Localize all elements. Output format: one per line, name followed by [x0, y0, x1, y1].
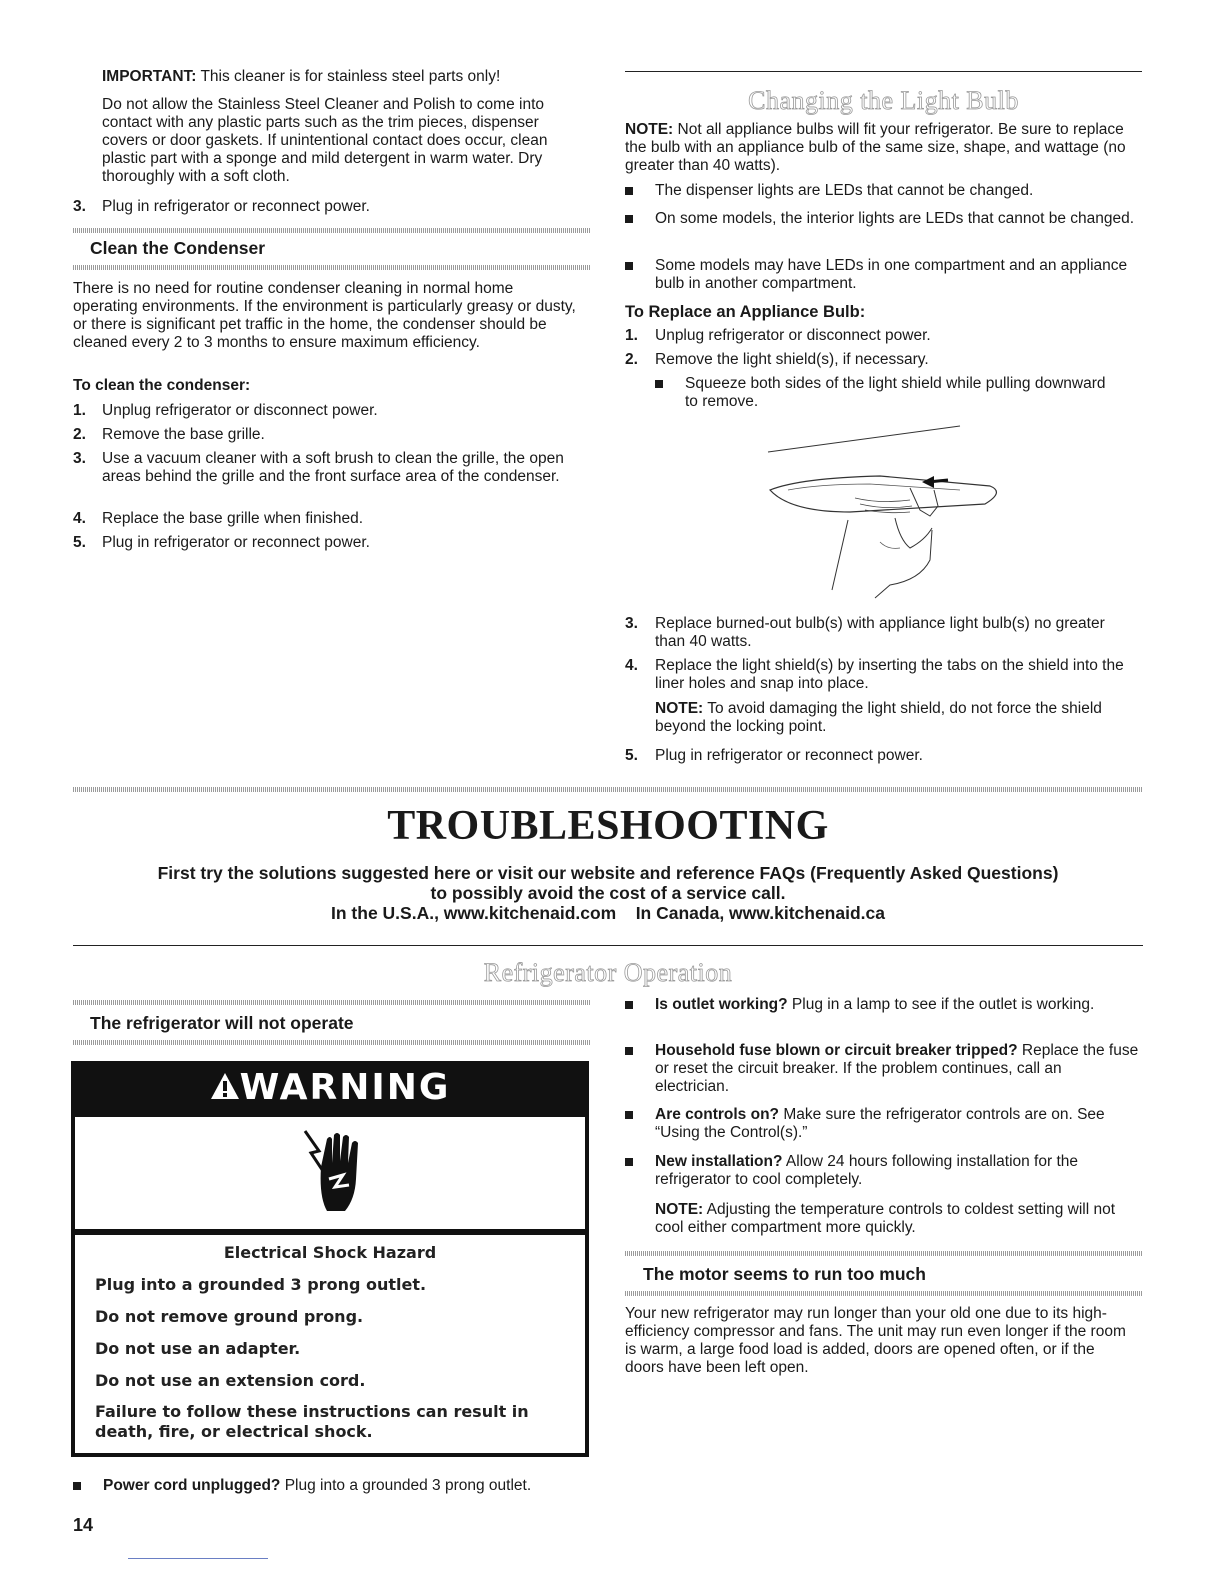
step-text: Remove the light shield(s), if necessary. [655, 351, 929, 368]
step-text: Replace the light shield(s) by inserting the tabs on the shield into the liner holes and snap into place. [655, 657, 1124, 692]
answer: Plug in a lamp to see if the outlet is working. [787, 996, 1095, 1013]
list-item [73, 402, 593, 426]
bullet-icon [625, 262, 633, 270]
bullet-icon [625, 1001, 633, 1009]
bullet-icon [625, 1047, 633, 1055]
answer: Replace the fuse or reset the circuit breaker. If the problem continues, call an electrician. [655, 1042, 1139, 1095]
warning-box [71, 1061, 589, 1457]
warning-line: Do not use an extension cord. [95, 1371, 366, 1390]
bullet-icon [625, 1111, 633, 1119]
section-divider [73, 265, 591, 270]
question: Are controls on? [655, 1106, 780, 1123]
question: Is outlet working? [655, 996, 788, 1013]
step-number: 2. [73, 426, 86, 443]
warning-line: Failure to follow these instructions can result in death, fire, or electrical shock. [95, 1402, 529, 1441]
section-divider [73, 1040, 591, 1045]
step-text: Use a vacuum cleaner with a soft brush to clean the grille, the open areas behind the grille and the front surface area of the condenser. [102, 450, 564, 485]
warning-title: WARNING [239, 1067, 451, 1108]
bulb-note [625, 121, 1140, 175]
answer: Make sure the refrigerator controls are on. See “Using the Control(s).” [655, 1106, 1105, 1141]
list-item [625, 210, 1140, 257]
intro-line: to possibly avoid the cost of a service call. [430, 883, 786, 903]
bullet-icon [625, 187, 633, 195]
install-note [655, 1201, 1135, 1237]
section-rule [625, 71, 1142, 72]
step-number: 1. [625, 327, 638, 344]
step-3-plug-in [73, 198, 593, 216]
list-item [625, 1042, 1140, 1106]
bulb-step-5 [625, 747, 1140, 765]
list-item [625, 996, 1140, 1042]
motor-text: Your new refrigerator may run longer than your old one due to its high-efficiency compressor and fans. The unit may run even longer if the room is warm, a large food load is added, doors are opened often, or if the doors have been left open. [625, 1305, 1126, 1376]
step-number: 2. [625, 351, 638, 368]
bullet-text: Squeeze both sides of the light shield while pulling downward to remove. [685, 375, 1106, 410]
note-label: NOTE: [625, 121, 674, 138]
bulb-step-4 [625, 657, 1140, 693]
warning-line: Plug into a grounded 3 prong outlet. [95, 1275, 427, 1294]
troubleshooting-title: TROUBLESHOOTING [387, 803, 829, 849]
bullet-icon [655, 380, 663, 388]
bulb-bullets [625, 182, 1140, 297]
list-item [73, 450, 593, 510]
bulb-heading: Changing the Light Bulb [748, 86, 1019, 115]
question: New installation? [655, 1153, 783, 1170]
bulb-step-3 [625, 615, 1125, 651]
list-item [73, 426, 593, 450]
warning-text-panel [71, 1231, 589, 1457]
caution-paragraph: Do not allow the Stainless Steel Cleaner and Polish to come into contact with any plastic parts such as the trim pieces, dispenser covers or door gaskets. If unintentional contact does occur, clean plastic part with a sponge and mild detergent in warm water. Dry thoroughly with a soft cloth. [102, 96, 548, 185]
list-item [73, 534, 593, 558]
answer: Allow 24 hours following installation for the refrigerator to cool completely. [655, 1153, 1078, 1188]
will-not-operate-heading: The refrigerator will not operate [90, 1013, 354, 1033]
step-text: Replace the base grille when finished. [102, 510, 364, 527]
bullet-text: The dispenser lights are LEDs that cannot be changed. [655, 182, 1034, 199]
list-item [73, 510, 593, 534]
important-note [102, 68, 592, 86]
power-cord-item [73, 1477, 603, 1495]
bulb-step-4-note [655, 700, 1135, 736]
note-text: Adjusting the temperature controls to coldest setting will not cool either compartment more quickly. [655, 1201, 1116, 1236]
step-number: 3. [625, 615, 638, 632]
step-text: Unplug refrigerator or disconnect power. [655, 327, 931, 344]
operation-heading: Refrigerator Operation [483, 958, 733, 987]
important-label: IMPORTANT: [102, 68, 197, 85]
section-divider [625, 1291, 1143, 1296]
answer: Plug into a grounded 3 prong outlet. [280, 1477, 532, 1494]
replace-bulb-subheading: To Replace an Appliance Bulb: [625, 303, 866, 321]
condenser-intro: There is no need for routine condenser cleaning in normal home operating environments. If the environment is particularly greasy or dusty, or there is significant pet traffic in the home, the condenser should be cleaned every 2 to 3 months to ensure maximum efficiency. [73, 280, 576, 351]
bullet-icon [73, 1482, 81, 1490]
list-item [625, 1106, 1140, 1153]
important-text: This cleaner is for stainless steel parts only! [196, 68, 501, 85]
step-text: Replace burned-out bulb(s) with appliance light bulb(s) no greater than 40 watts. [655, 615, 1105, 650]
note-label: NOTE: [655, 700, 704, 717]
bulb-step-1 [625, 327, 1140, 345]
section-rule [73, 945, 1143, 946]
bullet-icon [625, 215, 633, 223]
note-text: Not all appliance bulbs will fit your refrigerator. Be sure to replace the bulb with an appliance bulb of the same size, shape, and wattage (no greater than 40 watts). [625, 121, 1126, 174]
list-item [625, 182, 1140, 210]
section-divider [73, 787, 1143, 792]
condenser-heading: Clean the Condenser [90, 238, 266, 258]
website-links[interactable]: In the U.S.A., www.kitchenaid.com In Canada, www.kitchenaid.ca [331, 903, 885, 923]
condenser-subheading: To clean the condenser: [73, 377, 251, 394]
section-divider [73, 1000, 591, 1005]
page-number: 14 [73, 1515, 94, 1535]
intro-line: First try the solutions suggested here or visit our website and reference FAQs (Frequently Asked Questions) [157, 863, 1059, 883]
bulb-step-2 [625, 351, 1140, 369]
step-number: 1. [73, 402, 86, 419]
step-number: 3. [73, 198, 86, 215]
list-item [625, 257, 1140, 297]
step-number: 4. [625, 657, 638, 674]
step-number: 5. [73, 534, 86, 551]
section-divider [625, 1251, 1143, 1256]
step-text: Unplug refrigerator or disconnect power. [102, 402, 378, 419]
step-number: 5. [625, 747, 638, 764]
electric-shock-hand-icon [301, 1127, 371, 1217]
warning-banner [71, 1061, 589, 1117]
hazard-label: Electrical Shock Hazard [223, 1243, 437, 1262]
list-item [625, 1153, 1140, 1199]
question: Power cord unplugged? [103, 1477, 281, 1494]
step-text: Plug in refrigerator or reconnect power. [655, 747, 923, 764]
note-text: To avoid damaging the light shield, do not force the shield beyond the locking point. [655, 700, 1102, 735]
step-number: 3. [73, 450, 86, 467]
troubleshooting-intro [0, 863, 1216, 923]
bullet-text: On some models, the interior lights are LEDs that cannot be changed. [655, 210, 1135, 227]
bulb-step-2-sub [655, 375, 1115, 411]
warning-triangle-icon [210, 1071, 240, 1101]
step-text: Plug in refrigerator or reconnect power. [102, 198, 370, 215]
question: Household fuse blown or circuit breaker tripped? [655, 1042, 1018, 1059]
section-divider [73, 228, 591, 233]
warning-line: Do not use an adapter. [95, 1339, 301, 1358]
motor-heading: The motor seems to run too much [643, 1264, 926, 1284]
footer-line [128, 1558, 268, 1559]
step-text: Remove the base grille. [102, 426, 265, 443]
note-label: NOTE: [655, 1201, 704, 1218]
light-shield-illustration [760, 420, 1020, 600]
step-number: 4. [73, 510, 86, 527]
warning-line: Do not remove ground prong. [95, 1307, 364, 1326]
bullet-icon [625, 1158, 633, 1166]
operation-checklist [625, 996, 1140, 1199]
condenser-steps [73, 402, 593, 558]
warning-icon-panel [71, 1117, 589, 1233]
bullet-text: Some models may have LEDs in one compartment and an appliance bulb in another compartment. [655, 257, 1128, 292]
step-text: Plug in refrigerator or reconnect power. [102, 534, 370, 551]
